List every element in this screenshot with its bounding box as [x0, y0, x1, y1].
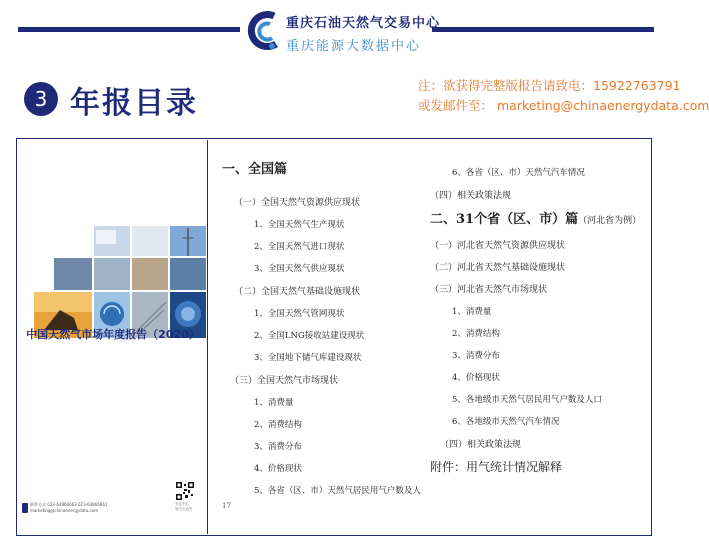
- contact-note-phone: 注：欲获得完整版报告请致电：15922763791: [418, 78, 681, 93]
- org-subname: 重庆能源大数据中心: [286, 39, 422, 54]
- toc-provincial-s3: （三）河北省天然气市场现状: [430, 285, 548, 295]
- toc-item: 2、消费结构: [452, 329, 500, 339]
- toc-item: 5、各地级市天然气居民用气户数及人口: [452, 395, 602, 405]
- toc-provincial-s4: （四）相关政策法规: [440, 440, 522, 450]
- section-number-badge: 3: [24, 82, 58, 116]
- toc-item: 2、全国天然气进口现状: [254, 242, 345, 252]
- toc-item: 2、消费结构: [254, 420, 302, 430]
- qr-caption-line1: 关注中心: [175, 502, 189, 506]
- cover-contact-phone: 联系方式 023-64866663 023-64866661: [30, 502, 108, 507]
- toc-provincial-s2: （二）河北省天然气基础设施现状: [430, 263, 566, 273]
- toc-item: 1、消费量: [452, 307, 492, 317]
- page-number: 17: [222, 502, 231, 510]
- cover-contact: [30, 502, 107, 514]
- header-bar-right: [432, 27, 654, 32]
- brand-block: [286, 12, 440, 54]
- toc-item: 3、消费分布: [452, 351, 500, 361]
- phone-icon: [22, 503, 28, 513]
- report-cover: [18, 140, 208, 534]
- toc-item: 2、全国LNG接收站建设现状: [254, 331, 365, 341]
- contact-note-email: 或发邮件至： marketing@chinaenergydata.com: [418, 98, 709, 113]
- toc-provincial-title: [430, 208, 641, 227]
- qr-caption-line2: 官方公众号: [175, 507, 193, 511]
- section-title: 年报目录: [70, 86, 198, 121]
- toc-item: 3、全国天然气供应现状: [254, 264, 345, 274]
- toc-national-s2: （二）全国天然气基础设施现状: [234, 287, 361, 297]
- toc-item: 6、各地级市天然气汽车情况: [452, 417, 560, 427]
- toc-item: 4、价格现状: [452, 373, 500, 383]
- toc-item: 4、价格现状: [254, 464, 302, 474]
- toc-national-s3: （三）全国天然气市场现状: [230, 376, 339, 386]
- cover-title: 中国天然气市场年度报告（2020）: [26, 328, 200, 341]
- toc-item: 1、全国天然气管网现状: [254, 309, 345, 319]
- toc-item: 3、全国地下储气库建设现状: [254, 353, 362, 363]
- logo-icon: [246, 10, 282, 54]
- cover-photo-collage: [34, 226, 206, 342]
- toc-national-s1: （一）全国天然气资源供应现状: [234, 198, 361, 208]
- toc-provincial-s1: （一）河北省天然气资源供应现状: [430, 241, 566, 251]
- org-name: 重庆石油天然气交易中心: [286, 16, 441, 31]
- qr-code-icon: [176, 482, 194, 500]
- toc-item: 6、各省（区、市）天然气汽车情况: [452, 168, 585, 178]
- toc-item: 1、全国天然气生产现状: [254, 220, 345, 230]
- cover-contact-email: marketing@chinaenergydata.com: [30, 508, 98, 513]
- toc-provincial-title-note: （河北省为例）: [578, 216, 642, 226]
- toc-item: 5、各省（区、市）天然气居民用气户数及人: [254, 486, 421, 496]
- toc-item: 1、消费量: [254, 398, 294, 408]
- qr-caption: [175, 502, 193, 512]
- toc-appendix: 附件：用气统计情况解释: [430, 460, 563, 474]
- header-bar-left: [18, 27, 240, 32]
- toc-item: 3、消费分布: [254, 442, 302, 452]
- toc-national-title: 一、全国篇: [222, 162, 288, 177]
- toc-provincial-title-main: 二、31个省（区、市）篇: [430, 212, 579, 227]
- toc-national-s4: （四）相关政策法规: [430, 191, 512, 201]
